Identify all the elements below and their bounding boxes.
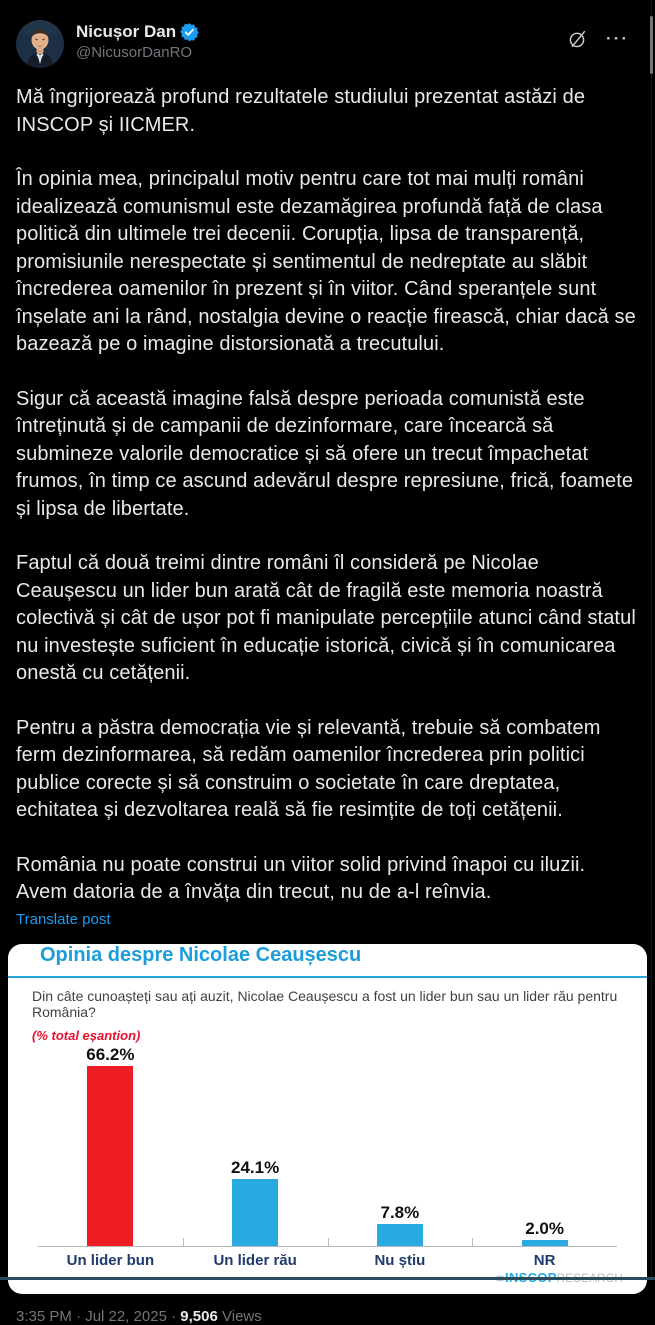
verified-badge-icon [180, 23, 199, 42]
bar-group [472, 1045, 617, 1246]
chart-question: Din câte cunoașteți sau ați auzit, Nicolae Ceaușescu a fost un lider bun sau un lider rău pentru România? [32, 987, 618, 1020]
chart-sample-note: (% total eșantion) [32, 1027, 141, 1043]
bar-value-label: 66.2% [86, 1044, 135, 1064]
tweet-paragraph: În opinia mea, principalul motiv pentru care tot mai mulți români idealizează comunismul este dezamăgirea profundă față de clasa politică din ultimele trei decenii. Corupția, lipsa de transparență, promisiunile nerespectate și sentimentul de nedreptate au slăbit încrederea oamenilor în prezent și în viitor. Când speranțele sunt înșelate ani la rând, nostalgia devine o reacție firească, chiar dacă se bazează pe o imagine distorsionată a trecutului. [16, 168, 636, 355]
grok-icon[interactable] [566, 28, 588, 50]
tweet-paragraph: România nu poate construi un viitor solid privind înapoi cu iluzii. Avem datoria de a învăța din trecut, nu de a-l reînvia. [16, 853, 586, 903]
timestamp: 3:35 PM · Jul 22, 2025 [16, 1307, 167, 1325]
identity-block [76, 20, 566, 61]
bar-un-lider-rau [232, 1179, 278, 1245]
bar-nu-stiu [377, 1224, 423, 1245]
tweet-header [0, 0, 655, 68]
more-options-icon[interactable]: ··· [606, 29, 629, 48]
tweet-paragraph: Sigur că această imagine falsă despre perioada comunistă este întreținută și de campanii de dezinformare, care încearcă să submineze valorile democratice și să ofere un trecut împachetat frumos, în timp ce ascund adevărul despre represiune, frică, foamete și lipsa de libertate. [16, 387, 634, 520]
avatar[interactable] [16, 20, 64, 68]
tweet-paragraph: Pentru a păstra democrația vie și relevantă, trebuie să combatem ferm dezinformarea, să redăm oamenilor încrederea prin politici publice corecte și să construim o societate în care dreptatea, echitatea și dezvoltarea reală să fie resimțite de toți cetățenii. [16, 716, 601, 821]
tweet-paragraph: Faptul că două treimi dintre români îl consideră pe Nicolae Ceaușescu un lider bun arată cât de fragilă este memoria noastră colectivă și cât de ușor pot fi manipulate percepțiile atunci când statul nu investește suficient în educație istorică, civică și în comunicarea onestă cu cetățenii. [16, 552, 636, 684]
category-labels [38, 1252, 617, 1269]
axis-tick [472, 1238, 473, 1246]
display-name[interactable]: Nicușor Dan [76, 22, 177, 41]
tweet-text [0, 68, 655, 929]
category-label: NR [533, 1251, 556, 1269]
views-label: Views [222, 1307, 262, 1325]
bar-chart-plot [38, 1045, 617, 1247]
bottom-edge-divider [0, 1277, 655, 1280]
scrollbar-thumb[interactable] [650, 16, 653, 74]
bar-group [38, 1045, 183, 1246]
bar-value-label: 24.1% [231, 1158, 280, 1178]
category-label: Un lider bun [66, 1251, 155, 1269]
bar-group [328, 1045, 473, 1246]
meta-separator: · [171, 1307, 177, 1325]
tweet-meta-footer [0, 1294, 655, 1325]
avatar-photo [16, 20, 64, 68]
scrollbar-track[interactable] [651, 0, 652, 1280]
chart-title-divider [8, 976, 647, 978]
translate-post-link[interactable]: Translate post [16, 910, 111, 928]
axis-tick [183, 1238, 184, 1246]
attached-chart-image[interactable] [8, 944, 647, 1294]
chart-title: Opinia despre Nicolae Ceaușescu [40, 943, 362, 966]
bar-value-label: 7.8% [380, 1203, 420, 1223]
category-label: Nu știu [374, 1251, 426, 1269]
tweet-paragraph: Mă îngrijorează profund rezultatele studiului prezentat astăzi de INSCOP și IICMER. [16, 86, 586, 136]
views-count: 9,506 [180, 1307, 218, 1325]
bar-value-label: 2.0% [525, 1219, 564, 1238]
category-label: Un lider rău [213, 1251, 297, 1269]
bar-un-lider-bun [87, 1066, 133, 1246]
bar-group [183, 1045, 328, 1246]
header-actions [566, 20, 629, 50]
bar-nr [522, 1240, 568, 1246]
axis-tick [328, 1238, 329, 1246]
user-handle[interactable]: @NicusorDanRO [76, 44, 193, 61]
